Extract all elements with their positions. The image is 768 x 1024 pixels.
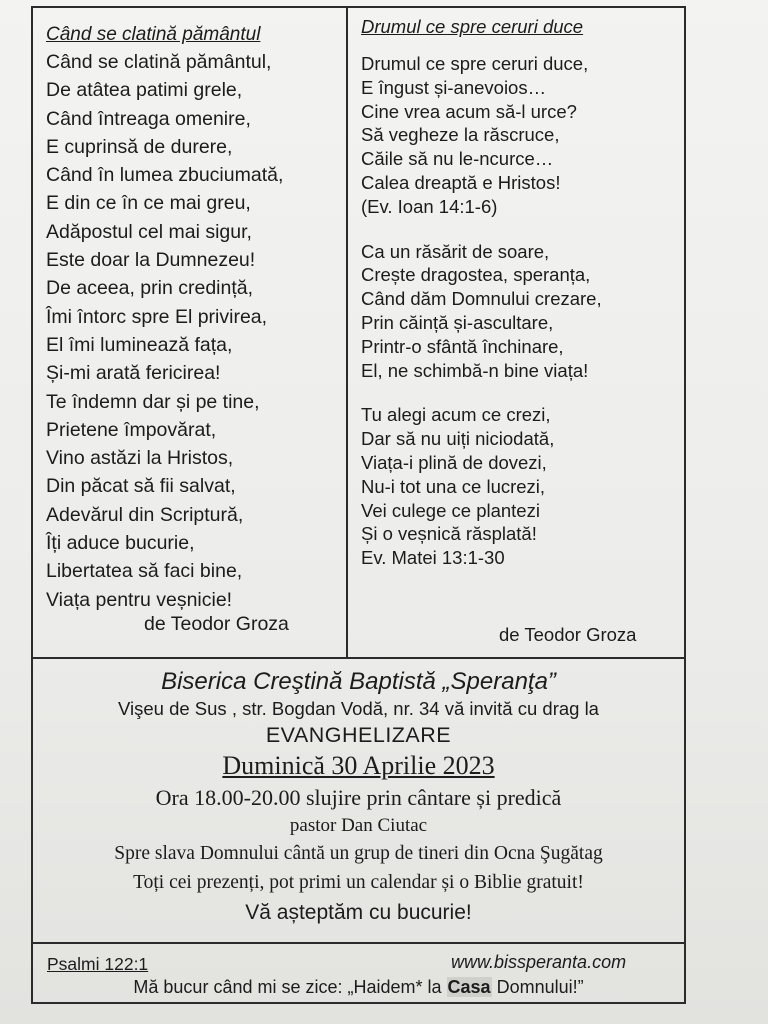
poem-line: Când dăm Domnului crezare, — [361, 288, 602, 310]
church-name: Biserica Creştină Baptistă „Speranţa” — [161, 668, 556, 695]
event-date: Duminică 30 Aprilie 2023 — [222, 751, 495, 780]
poem-line: Când întreaga omenire, — [46, 107, 251, 130]
website-link[interactable]: www.bissperanta.com — [451, 952, 627, 972]
poem-right — [361, 14, 681, 570]
poem-left-title: Când se clatină pământul — [46, 24, 261, 45]
poem-line: Îmi întorc spre El privirea, — [46, 305, 268, 328]
poem-line: De atâtea patimi grele, — [46, 79, 243, 102]
verse-quote — [33, 977, 684, 998]
poem-right-stanza-2 — [361, 240, 681, 383]
section-divider-top — [31, 657, 686, 659]
poem-line: Dar să nu uiți niciodată, — [361, 428, 555, 450]
poem-line: Adăpostul cel mai sigur, — [46, 220, 252, 243]
poem-left-author: de Teodor Groza — [144, 613, 289, 635]
poem-line: Tu alegi acum ce crezi, — [361, 404, 551, 426]
poem-line: Și-mi arată fericirea! — [46, 362, 221, 385]
poem-left-lines — [46, 48, 342, 614]
church-address: Vişeu de Sus , str. Bogdan Vodă, nr. 34 vă invită cu drag la — [118, 698, 599, 719]
poem-line: Vino astăzi la Hristos, — [46, 447, 234, 470]
event-title: EVANGHELIZARE — [265, 723, 452, 747]
poem-line: Vei culege ce plantezi — [361, 499, 540, 521]
column-divider — [346, 6, 348, 658]
verse-reference: Psalmi 122:1 — [47, 954, 149, 974]
poem-line: Ev. Matei 13:1-30 — [361, 547, 505, 569]
poem-right-stanza-3 — [361, 403, 681, 570]
event-gift: Toți cei prezenți, pot primi un calendar și o Biblie gratuit! — [133, 872, 584, 893]
poem-line: (Ev. Ioan 14:1-6) — [361, 195, 498, 217]
poem-right-title: Drumul ce spre ceruri duce — [361, 16, 584, 37]
poem-right-stanza-1 — [361, 52, 681, 219]
poem-line: Adevărul din Scriptură, — [46, 503, 244, 526]
poem-line: Este doar la Dumnezeu! — [46, 249, 256, 272]
poem-line: Ca un răsărit de soare, — [361, 240, 550, 262]
poem-line: Libertatea să faci bine, — [46, 560, 243, 583]
poem-line: Printr-o sfântă închinare, — [361, 335, 564, 357]
poem-line: E din ce în ce mai greu, — [46, 192, 251, 215]
verse-quote-start: Mă bucur când mi se zice: „Haidem* la — [133, 977, 447, 997]
poem-line: Îți aduce bucurie, — [46, 532, 195, 555]
verse-quote-end: Domnului!” — [491, 977, 584, 997]
event-pastor: pastor Dan Ciutac — [289, 815, 428, 836]
event-singing: Spre slava Domnului cântă un grup de tineri din Ocna Şugătag — [114, 843, 603, 864]
poem-line: De aceea, prin credință, — [46, 277, 254, 300]
verse-quote-bold: Casa — [447, 977, 491, 997]
poem-line: Și o veșnică răsplată! — [361, 523, 537, 545]
poem-line: El, ne schimbă-n bine viața! — [361, 359, 589, 381]
poem-line: Nu-i tot una ce lucrezi, — [361, 475, 546, 497]
announcement — [33, 660, 684, 928]
poem-line: Prin căință și-ascultare, — [361, 311, 554, 333]
poem-right-author: de Teodor Groza — [499, 624, 637, 645]
poem-line: El îmi luminează fața, — [46, 333, 233, 356]
poem-line: E cuprinsă de durere, — [46, 135, 233, 158]
poem-line: Te îndemn dar și pe tine, — [46, 390, 260, 413]
poem-line: Crește dragostea, speranța, — [361, 264, 591, 286]
section-divider-bottom — [31, 942, 686, 944]
poem-line: Prietene împovărat, — [46, 418, 217, 441]
poem-line: Viața-i plină de dovezi, — [361, 451, 547, 473]
poem-line: Când în lumea zbuciumată, — [46, 164, 284, 187]
poem-line: Drumul ce spre ceruri duce, — [361, 53, 589, 74]
poem-line: Căile să nu le-ncurce… — [361, 148, 554, 170]
poem-line: Calea dreaptă e Hristos! — [361, 171, 561, 193]
poem-line: Când se clatină pământul, — [46, 51, 272, 73]
poem-line: Viața pentru veșnicie! — [46, 588, 233, 611]
event-hours: Ora 18.00-20.00 slujire prin cântare și predică — [155, 785, 562, 810]
poem-left — [46, 22, 342, 614]
poem-line: Cine vrea acum să-l urce? — [361, 100, 577, 122]
poem-line: E îngust și-anevoios… — [361, 76, 547, 98]
poem-line: Din păcat să fii salvat, — [46, 475, 236, 498]
poem-line: Să vegheze la răscruce, — [361, 124, 560, 146]
event-welcome: Vă așteptăm cu bucurie! — [245, 901, 472, 924]
